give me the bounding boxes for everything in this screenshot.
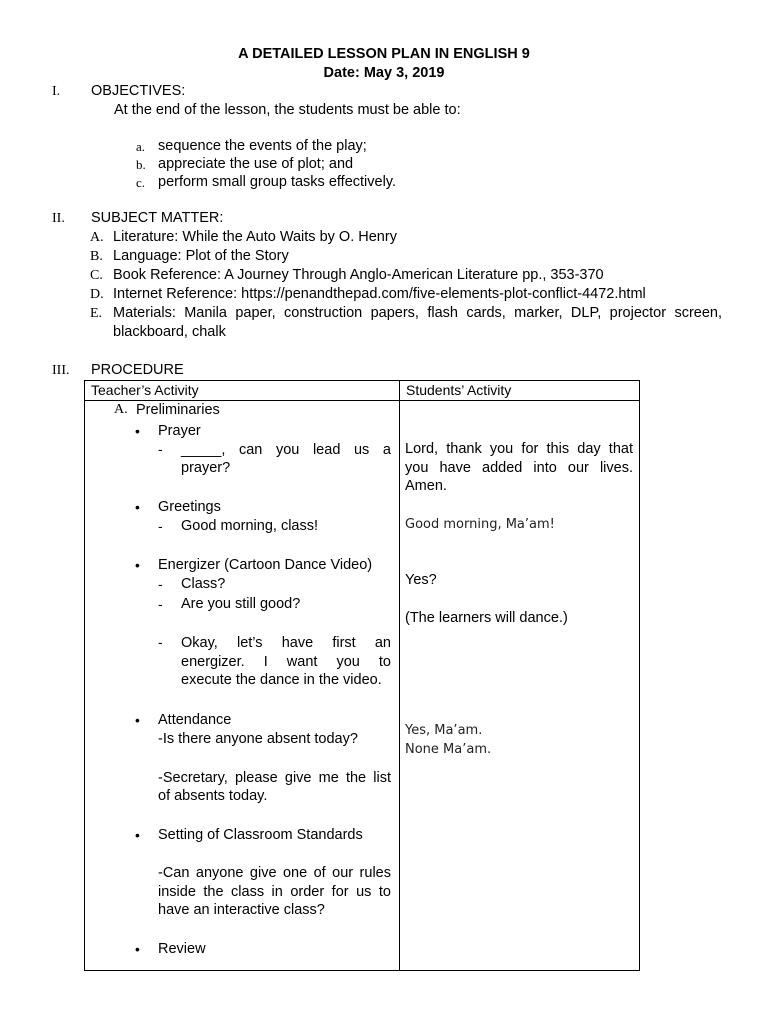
energizer-student-dance: (The learners will dance.): [405, 610, 568, 626]
bullet-icon: •: [135, 712, 140, 728]
dash-marker: -: [158, 518, 163, 534]
section-title-subject-matter: SUBJECT MATTER:: [91, 210, 224, 226]
attendance-teacher-absent: -Is there anyone absent today?: [158, 731, 358, 747]
subject-marker: C.: [90, 268, 103, 283]
section-number-objectives: I.: [52, 84, 61, 99]
dash-marker: -: [158, 576, 163, 592]
dash-marker: -: [158, 634, 163, 650]
objective-item: appreciate the use of plot; and: [158, 156, 354, 172]
section-title-procedure: PROCEDURE: [91, 362, 184, 378]
dash-marker: -: [158, 441, 163, 457]
greetings-label: Greetings: [158, 499, 221, 515]
energizer-student-yes: Yes?: [405, 572, 437, 588]
greetings-teacher: Good morning, class!: [181, 518, 319, 534]
standards-label: Setting of Classroom Standards: [158, 827, 363, 843]
subject-item-book-reference: Book Reference: A Journey Through Anglo-American Literature pp., 353-370: [113, 267, 604, 283]
attendance-label: Attendance: [158, 712, 232, 728]
subject-marker: B.: [90, 249, 103, 264]
standards-teacher-line: -Can anyone give one of our rules: [158, 865, 391, 881]
energizer-label: Energizer (Cartoon Dance Video): [158, 557, 373, 573]
subject-marker: A.: [90, 230, 104, 245]
objective-item: sequence the events of the play;: [158, 138, 367, 154]
attendance-teacher-secretary-cont: of absents today.: [158, 788, 268, 804]
preliminaries-marker: A.: [114, 402, 128, 417]
subject-marker: E.: [90, 306, 103, 321]
document-title: A DETAILED LESSON PLAN IN ENGLISH 9: [238, 46, 530, 62]
energizer-teacher-class: Class?: [181, 576, 226, 592]
energizer-teacher-line: energizer. I want you to: [181, 654, 391, 670]
standards-teacher-line: have an interactive class?: [158, 902, 325, 918]
section-number-subject-matter: II.: [52, 211, 65, 226]
attendance-teacher-secretary: -Secretary, please give me the list: [158, 770, 391, 786]
prayer-label: Prayer: [158, 423, 201, 439]
objective-item: perform small group tasks effectively.: [158, 174, 396, 190]
attendance-student-none: None Ma’am.: [405, 742, 492, 757]
bullet-icon: •: [135, 423, 140, 439]
section-title-objectives: OBJECTIVES:: [91, 83, 186, 99]
subject-item-language: Language: Plot of the Story: [113, 248, 289, 264]
energizer-teacher-line: Okay, let’s have first an: [181, 635, 391, 651]
standards-teacher-line: inside the class in order for us to: [158, 884, 391, 900]
prayer-teacher-line: _____, can you lead us a: [181, 442, 391, 458]
objective-marker: b.: [136, 157, 146, 172]
teacher-activity-header: Teacher’s Activity: [91, 382, 199, 398]
students-activity-header: Students’ Activity: [406, 382, 512, 398]
document-date: Date: May 3, 2019: [323, 65, 445, 81]
subject-item-literature: Literature: While the Auto Waits by O. Henry: [113, 229, 397, 245]
subject-marker: D.: [90, 287, 104, 302]
prayer-student-line: Amen.: [405, 478, 447, 494]
column-divider: [399, 381, 400, 970]
bullet-icon: •: [135, 827, 140, 843]
greetings-student: Good morning, Ma’am!: [405, 517, 555, 532]
subject-item-materials-cont: blackboard, chalk: [113, 324, 226, 340]
subject-item-internet-reference: Internet Reference: https://penandthepad.com/five-elements-plot-conflict-4472.html: [113, 286, 646, 302]
energizer-teacher-line: execute the dance in the video.: [181, 672, 382, 688]
bullet-icon: •: [135, 941, 140, 957]
header-divider: [85, 400, 639, 401]
objective-marker: c.: [136, 175, 146, 190]
bullet-icon: •: [135, 557, 140, 573]
prayer-student-line: Lord, thank you for this day that: [405, 441, 633, 457]
dash-marker: -: [158, 596, 163, 612]
review-label: Review: [158, 941, 206, 957]
energizer-teacher-good: Are you still good?: [181, 596, 301, 612]
subject-item-materials: Materials: Manila paper, construction papers, flash cards, marker, DLP, projector screen,: [113, 305, 722, 321]
section-number-procedure: III.: [52, 363, 70, 378]
bullet-icon: •: [135, 499, 140, 515]
prayer-teacher-line: prayer?: [181, 460, 231, 476]
preliminaries-heading: Preliminaries: [136, 402, 220, 418]
objective-marker: a.: [136, 139, 146, 154]
attendance-student-yes: Yes, Ma’am.: [405, 723, 483, 738]
objectives-intro: At the end of the lesson, the students must be able to:: [114, 102, 461, 118]
procedure-table: [84, 380, 640, 971]
prayer-student-line: you have added into our lives.: [405, 460, 633, 476]
